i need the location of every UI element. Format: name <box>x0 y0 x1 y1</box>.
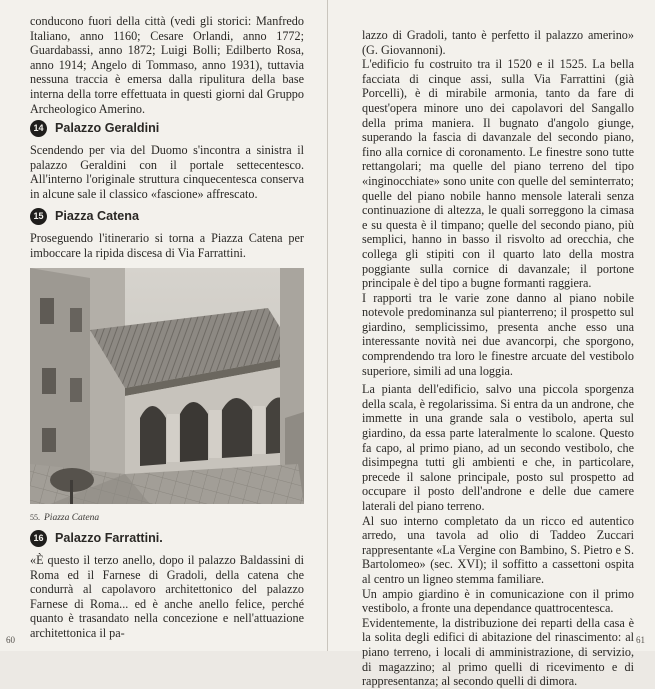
section-piazza-catena <box>30 208 304 260</box>
paragraph: I rapporti tra le varie zone danno al piano nobile notevole predominanza sul pianterreno; il prospetto sul giardino, semplicissimo, presenta anche esso una interessante novità nei due avancorpi, che sporgono, comprendendo tra loro le finestre arcuate del vestibolo superiore, simili ad una loggia. <box>362 290 634 378</box>
intro-paragraph: conducono fuori della città (vedi gli storici: Manfredo Italiano, anno 1160; Cesare Orlandi, anno 1772; Guardabassi, anno 1872; Luigi Bolli; Edilberto Rosa, anno 1914; Angelo di Tommaso, anno 1931), tuttavia nessuna traccia è emersa dalla ripulitura della base interna della torre effettuata in questi giorni dal Gruppo Archeologico Amerino. <box>30 14 304 116</box>
section-body: «È questo il terzo anello, dopo il palazzo Baldassini di Roma ed il Farnese di Gradoli, della catena che condurrà al capolavoro architettonico del palazzo Farnese di Roma... ed è anche anello felice, perché quanto è trasandato nella concezione e nell'attuazione architettonica il pa- <box>30 553 304 640</box>
paragraph: Evidentemente, la distribuzione dei reparti della casa è la solita degli edifici di abitazione del rinascimento: al piano terreno, i locali di amministrazione, di servizio, di magazzino; al primo quelli di ricevimento e di rappresentanza; al secondo quelli di dimora. <box>362 615 634 689</box>
right-page <box>328 0 655 689</box>
page-number: 60 <box>6 635 15 645</box>
paragraph: Al suo interno completato da un ricco ed autentico arredo, una tavola ad olio di Taddeo Zuccari rappresentante «La Vergine con Bambino, S. Pietro e S. Bartolomeo» (sec. XVI); il soffitto a cassettoni ospita al centro un ligneo stemma familiare. <box>362 513 634 586</box>
section-title: Palazzo Geraldini <box>55 121 160 136</box>
section-heading <box>30 120 304 137</box>
section-number-badge: 15 <box>30 208 47 225</box>
piazza-catena-photo <box>30 268 304 504</box>
right-page-text <box>362 28 634 689</box>
section-title: Piazza Catena <box>55 209 139 224</box>
paragraph: Un ampio giardino è in comunicazione con il primo vestibolo, a fronte una dependance quattrocentesca. <box>362 586 634 616</box>
page-number: 61 <box>636 635 645 645</box>
section-title: Palazzo Farrattini. <box>55 531 163 546</box>
section-number-badge: 16 <box>30 530 47 547</box>
photo-caption <box>30 513 99 523</box>
section-heading <box>30 208 304 225</box>
caption-text: Piazza Catena <box>44 513 100 523</box>
section-palazzo-farrattini <box>30 530 304 641</box>
section-number-badge: 14 <box>30 120 47 137</box>
section-heading <box>30 530 304 547</box>
paragraph: La pianta dell'edificio, salvo una piccola sporgenza della scala, è regolarissima. Si entra da un androne, che immette in una grande sala o vestibolo, aperta sul giardino, da essa parte lateralmente lo scalone. Questo fa capo, al primo piano, ad un secondo vestibolo, che disimpegna tutti gli ambienti e che, in particolare, precede il salone principale, posto sul prospetto ad occupare il posto dell'androne e delle due camere laterali del piano terreno. <box>362 382 634 513</box>
paragraph: lazzo di Gradoli, tanto è perfetto il palazzo amerino» (G. Giovannoni). <box>362 28 634 57</box>
section-body: Scendendo per via del Duomo s'incontra a sinistra il palazzo Geraldini con il portale settecentesco. All'interno l'originale struttura cinquecentesca conserva in alcune sale il classico «fascione» affrescato. <box>30 143 304 201</box>
section-body: Proseguendo l'itinerario si torna a Piazza Catena per imboccare la ripida discesa di Via Farrattini. <box>30 231 304 260</box>
paragraph: L'edificio fu costruito tra il 1520 e il 1525. La bella facciata di cinque assi, sulla Via Farrattini (già Porcelli), è di mirabile armonia, tanto da fare di quest'opera minore uno dei capolavori del Sangallo della prima maniera. Il bugnato d'angolo giunge, superando la fascia di davanzale del secondo piano, fino alla cornice di coronamento. Le finestre sono tutte rettangolari; ma quelle del piano terreno del tipo «inginocchiate» sono unite con quelle del seminterrato; quelle del piano nobile hanno mensole laterali senza continuazione di altezza, le quali sorreggono la cimasa e su questa è il timpano; quelle del secondo piano, più semplici, hanno in basso il risvolto ad orecchia, che collega gli stipiti con il quarto lato della mostra poggiante sulla cornice di davanzale; il portone principale è del tipo a bugne formanti raggiera. <box>362 57 634 291</box>
caption-number: 55. <box>30 513 40 522</box>
left-page <box>0 0 328 651</box>
section-palazzo-geraldini <box>30 120 304 201</box>
